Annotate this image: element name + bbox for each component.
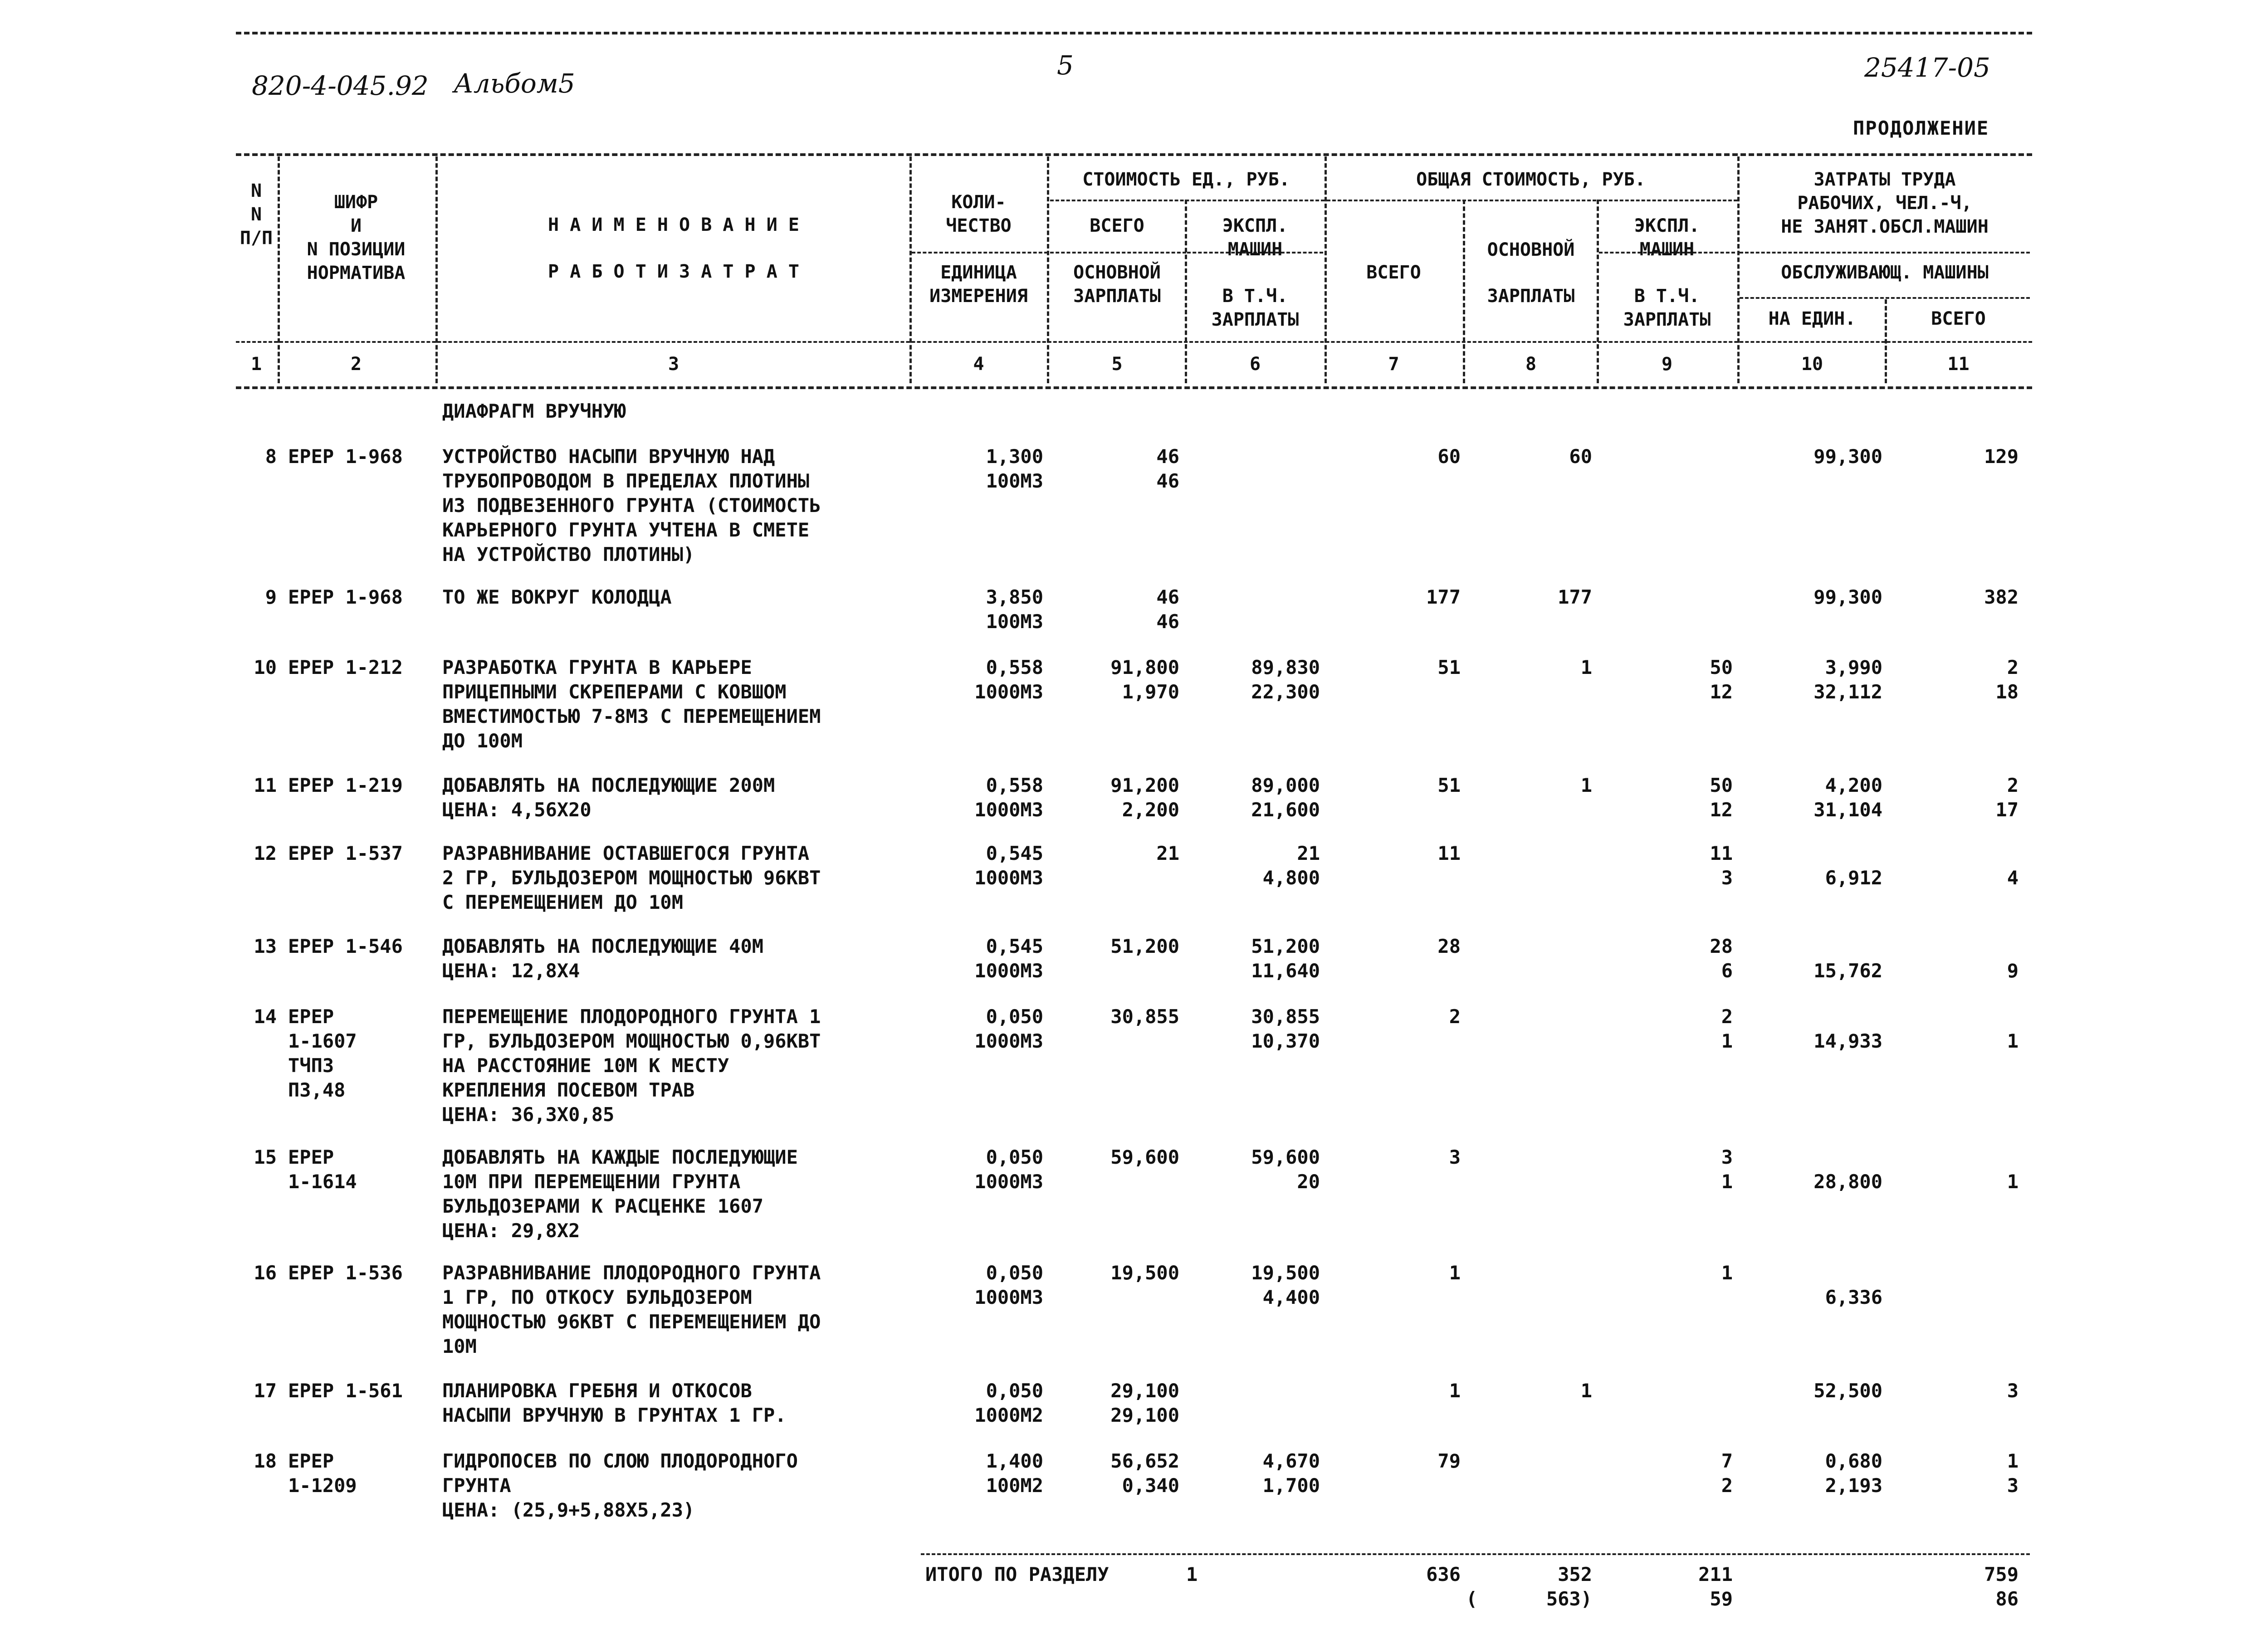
- row-number: 17: [254, 1380, 277, 1402]
- col2-header-line: ШИФР: [334, 192, 378, 213]
- row-code: ЕРЕР 1-536: [288, 1262, 403, 1284]
- col3-header-top: Н А И М Е Н О В А Н И Е: [548, 215, 799, 235]
- row-unit-total: 91,200: [1110, 774, 1179, 796]
- row-quantity: 3,850: [986, 586, 1043, 608]
- col-number: 2: [350, 354, 362, 375]
- row-unit-machines: 4,400: [1262, 1286, 1320, 1308]
- row-name: ГР, БУЛЬДОЗЕРОМ МОЩНОСТЬЮ 0,96КВТ: [442, 1030, 821, 1052]
- row-name: БУЛЬДОЗЕРАМИ К РАСЦЕНКЕ 1607: [442, 1195, 764, 1217]
- row-labor-unit: 31,104: [1813, 799, 1882, 821]
- row-unit-machines: 30,855: [1251, 1005, 1320, 1028]
- row-quantity: 0,050: [986, 1262, 1043, 1284]
- row-name: МОЩНОСТЬЮ 96КВТ С ПЕРЕМЕЩЕНИЕМ ДО: [442, 1311, 821, 1333]
- subrule: [1327, 200, 1737, 201]
- row-labor-unit: 6,912: [1825, 867, 1882, 889]
- row-total-machines: 2: [1721, 1474, 1733, 1497]
- col4-header-top: [912, 190, 1046, 238]
- col1-header-line: П/П: [240, 228, 273, 249]
- row-code: 1-1209: [288, 1474, 357, 1497]
- row-name: ЦЕНА: 29,8Х2: [442, 1219, 580, 1242]
- row-labor-total: 1: [2007, 1171, 2019, 1193]
- row-quantity: 1000М3: [974, 1030, 1043, 1052]
- row-total-wages: 177: [1558, 586, 1592, 608]
- row-name: ДОБАВЛЯТЬ НА ПОСЛЕДУЮЩИЕ 200М: [442, 774, 775, 796]
- row-quantity: 1,400: [986, 1450, 1043, 1472]
- row-labor-total: 4: [2007, 867, 2019, 889]
- header-bottom-rule: [236, 341, 2032, 343]
- col9-header-top: [1599, 214, 1735, 261]
- row-name: ТРУБОПРОВОДОМ В ПРЕДЕЛАХ ПЛОТИНЫ: [442, 470, 810, 492]
- col4-header-bottom: [912, 261, 1046, 308]
- row-unit-machines: 89,830: [1251, 656, 1320, 678]
- row-total: 2: [1449, 1005, 1461, 1028]
- row-unit-total: 46: [1156, 470, 1179, 492]
- row-quantity: 0,545: [986, 935, 1043, 957]
- row-total: 1: [1449, 1262, 1461, 1284]
- row-total-machines: 7: [1721, 1450, 1733, 1472]
- col4-header-line: ЕДИНИЦА: [940, 262, 1017, 283]
- row-number: 18: [254, 1450, 277, 1472]
- row-labor-total: 18: [1995, 681, 2019, 703]
- row-code: ТЧПЗ: [288, 1054, 334, 1077]
- labor-header-line: РАБОЧИХ, ЧЕЛ.-Ч,: [1797, 193, 1972, 214]
- row-name: УСТРОЙСТВО НАСЫПИ ВРУЧНУЮ НАД: [442, 445, 775, 468]
- row-unit-machines: 22,300: [1251, 681, 1320, 703]
- row-quantity: 100М3: [986, 470, 1043, 492]
- row-name: ТО ЖЕ ВОКРУГ КОЛОДЦА: [442, 586, 672, 608]
- row-name: КРЕПЛЕНИЯ ПОСЕВОМ ТРАВ: [442, 1079, 695, 1101]
- col9-header-line: МАШИН: [1639, 239, 1695, 260]
- row-name: ПРИЦЕПНЫМИ СКРЕПЕРАМИ С КОВШОМ: [442, 681, 787, 703]
- labor-header-line: ЗАТРАТЫ ТРУДА: [1813, 169, 1956, 190]
- row-unit-total: 59,600: [1110, 1146, 1179, 1168]
- row-number: 15: [254, 1146, 277, 1168]
- row-name: ЦЕНА: 4,56Х20: [442, 799, 591, 821]
- col5-header-bottom: [1050, 261, 1184, 308]
- row-total-machines: 6: [1721, 960, 1733, 982]
- row-unit-machines: 4,670: [1262, 1450, 1320, 1472]
- row-name: РАЗРАБОТКА ГРУНТА В КАРЬЕРЕ: [442, 656, 752, 678]
- row-name: РАЗРАВНИВАНИЕ ОСТАВШЕГОСЯ ГРУНТА: [442, 842, 810, 864]
- row-labor-unit: 52,500: [1813, 1380, 1882, 1402]
- row-labor-unit: 15,762: [1813, 960, 1882, 982]
- row-code: ЕРЕР 1-561: [288, 1380, 403, 1402]
- col-number: 3: [668, 354, 679, 375]
- row-code: ЕРЕР 1-546: [288, 935, 403, 957]
- row-total: 51: [1437, 656, 1461, 678]
- col4-header-line: КОЛИ-: [951, 192, 1006, 213]
- row-unit-machines: 89,000: [1251, 774, 1320, 796]
- row-number: 10: [254, 656, 277, 678]
- row-quantity: 1000М3: [974, 681, 1043, 703]
- row-total: 60: [1437, 445, 1461, 468]
- row-labor-total: 1: [2007, 1030, 2019, 1052]
- total-section: 1: [1186, 1563, 1198, 1585]
- row-number: 16: [254, 1262, 277, 1284]
- row-quantity: 0,558: [986, 656, 1043, 678]
- row-code: ЕРЕР 1-968: [288, 586, 403, 608]
- row-number: 12: [254, 842, 277, 864]
- row-total-machines: 50: [1710, 774, 1733, 796]
- row-labor-total: 3: [2007, 1380, 2019, 1402]
- row-total: 28: [1437, 935, 1461, 957]
- col6-header-bottom: [1187, 284, 1323, 332]
- row-total-machines: 1: [1721, 1262, 1733, 1284]
- row-quantity: 1000М3: [974, 867, 1043, 889]
- subrule: [1740, 252, 2030, 254]
- col-number: 9: [1661, 354, 1673, 375]
- row-name: ПЛАНИРОВКА ГРЕБНЯ И ОТКОСОВ: [442, 1380, 752, 1402]
- row-labor-total: 382: [1984, 586, 2019, 608]
- row-total: 1: [1449, 1380, 1461, 1402]
- row-total-machines: 3: [1721, 1146, 1733, 1168]
- row-labor-total: 129: [1984, 445, 2019, 468]
- row-unit-machines: 21: [1297, 842, 1320, 864]
- labor-header: [1740, 168, 2030, 239]
- row-total: 177: [1426, 586, 1461, 608]
- total-c7: 636: [1426, 1563, 1461, 1585]
- total-cost-header: ОБЩАЯ СТОИМОСТЬ, РУБ.: [1416, 169, 1646, 190]
- row-labor-total: 2: [2007, 774, 2019, 796]
- row-total-machines: 11: [1710, 842, 1733, 864]
- col-number: 11: [1947, 354, 1970, 375]
- row-total-machines: 12: [1710, 681, 1733, 703]
- row-name: НА РАССТОЯНИЕ 10М К МЕСТУ: [442, 1054, 729, 1077]
- row-labor-total: 2: [2007, 656, 2019, 678]
- col9-header-bottom: [1599, 284, 1735, 332]
- row-name: ГРУНТА: [442, 1474, 511, 1497]
- row-number: 14: [254, 1005, 277, 1028]
- row-name: ГИДРОПОСЕВ ПО СЛОЮ ПЛОДОРОДНОГО: [442, 1450, 798, 1472]
- row-total-wages: 1: [1580, 774, 1592, 796]
- row-total-wages: 60: [1569, 445, 1592, 468]
- row-unit-total: 1,970: [1122, 681, 1179, 703]
- row-name: ВМЕСТИМОСТЬЮ 7-8М3 С ПЕРЕМЕЩЕНИЕМ: [442, 705, 821, 727]
- col11-header: ВСЕГО: [1931, 308, 1986, 329]
- separator: [1047, 156, 1049, 383]
- row-name: С ПЕРЕМЕЩЕНИЕМ ДО 10М: [442, 891, 684, 913]
- row-code: ЕРЕР: [288, 1005, 334, 1028]
- row-number: 9: [265, 586, 277, 608]
- row-labor-unit: 3,990: [1825, 656, 1882, 678]
- row-unit-total: 46: [1156, 445, 1179, 468]
- col1-header-line: N: [250, 180, 262, 201]
- row-code: П3,48: [288, 1079, 346, 1101]
- row-labor-total: 17: [1995, 799, 2019, 821]
- row-code: ЕРЕР: [288, 1146, 334, 1168]
- row-labor-unit: 4,200: [1825, 774, 1882, 796]
- row-code: ЕРЕР 1-537: [288, 842, 403, 864]
- row-code: ЕРЕР 1-968: [288, 445, 403, 468]
- row-unit-total: 46: [1156, 586, 1179, 608]
- col9-header-line: В Т.Ч.: [1634, 286, 1700, 307]
- row-unit-machines: 1,700: [1262, 1474, 1320, 1497]
- row-total: 3: [1449, 1146, 1461, 1168]
- row-name: ЦЕНА: 12,8Х4: [442, 960, 580, 982]
- row-code: 1-1614: [288, 1171, 357, 1193]
- row-quantity: 1000М3: [974, 799, 1043, 821]
- row-unit-machines: 59,600: [1251, 1146, 1320, 1168]
- row-name: ДОБАВЛЯТЬ НА КАЖДЫЕ ПОСЛЕДУЮЩИЕ: [442, 1146, 798, 1168]
- col8-header-bottom: ЗАРПЛАТЫ: [1487, 286, 1575, 307]
- total-c8-bottom: ( 563): [1466, 1588, 1592, 1610]
- row-total-machines: 50: [1710, 656, 1733, 678]
- row-quantity: 100М2: [986, 1474, 1043, 1497]
- row-number: 11: [254, 774, 277, 796]
- row-total-wages: 1: [1580, 656, 1592, 678]
- col-number: 4: [973, 354, 984, 375]
- row-labor-total: 9: [2007, 960, 2019, 982]
- row-quantity: 0,050: [986, 1380, 1043, 1402]
- row-unit-machines: 51,200: [1251, 935, 1320, 957]
- row-quantity: 1000М3: [974, 1286, 1043, 1308]
- total-c9-top: 211: [1698, 1563, 1733, 1585]
- col2-header-line: НОРМАТИВА: [307, 263, 406, 283]
- row-total: 11: [1437, 842, 1461, 864]
- row-number: 8: [265, 445, 277, 468]
- row-labor-unit: 0,680: [1825, 1450, 1882, 1472]
- row-unit-total: 0,340: [1122, 1474, 1179, 1497]
- row-unit-total: 29,100: [1110, 1404, 1179, 1426]
- col6-header-top: [1187, 214, 1323, 261]
- row-quantity: 1,300: [986, 445, 1043, 468]
- row-total-machines: 12: [1710, 799, 1733, 821]
- col5-header-line: ОСНОВНОЙ: [1073, 262, 1161, 283]
- row-quantity: 0,558: [986, 774, 1043, 796]
- doc-code: 820-4-045.92: [252, 70, 429, 101]
- col-number: 8: [1525, 354, 1537, 375]
- col6-header-line: ЭКСПЛ.: [1222, 215, 1288, 236]
- row-labor-unit: 28,800: [1813, 1171, 1882, 1193]
- col6-header-line: ЗАРПЛАТЫ: [1211, 309, 1299, 330]
- col-number: 10: [1801, 354, 1823, 375]
- total-rule: [921, 1553, 2030, 1555]
- total-c8-top: 352: [1558, 1563, 1592, 1585]
- col9-header-line: ЭКСПЛ.: [1634, 215, 1700, 236]
- row-quantity: 1000М2: [974, 1404, 1043, 1426]
- row-name: ДО 100М: [442, 730, 523, 752]
- subrule: [1050, 200, 1325, 201]
- row-unit-total: 51,200: [1110, 935, 1179, 957]
- row-total-machines: 28: [1710, 935, 1733, 957]
- total-c11-top: 759: [1984, 1563, 2019, 1585]
- col4-header-line: ЧЕСТВО: [946, 215, 1012, 236]
- col9-header-line: ЗАРПЛАТЫ: [1623, 309, 1711, 330]
- col-number: 5: [1111, 354, 1123, 375]
- row-unit-machines: 10,370: [1251, 1030, 1320, 1052]
- row-name: РАЗРАВНИВАНИЕ ПЛОДОРОДНОГО ГРУНТА: [442, 1262, 821, 1284]
- row-labor-unit: 99,300: [1813, 586, 1882, 608]
- row-unit-machines: 21,600: [1251, 799, 1320, 821]
- row-quantity: 1000М3: [974, 960, 1043, 982]
- row-name: НА УСТРОЙСТВО ПЛОТИНЫ): [442, 543, 695, 566]
- row-name: ПЕРЕМЕЩЕНИЕ ПЛОДОРОДНОГО ГРУНТА 1: [442, 1005, 821, 1028]
- row-name: 10М ПРИ ПЕРЕМЕЩЕНИИ ГРУНТА: [442, 1171, 741, 1193]
- col7-header: ВСЕГО: [1366, 262, 1421, 283]
- row-quantity: 100М3: [986, 610, 1043, 633]
- row-name: 1 ГР, ПО ОТКОСУ БУЛЬДОЗЕРОМ: [442, 1286, 752, 1308]
- row-name: 10М: [442, 1335, 477, 1357]
- col1-header-line: N: [250, 204, 262, 225]
- col4-header-line: ИЗМЕРЕНИЯ: [929, 286, 1028, 307]
- row-name: КАРЬЕРНОГО ГРУНТА УЧТЕНА В СМЕТЕ: [442, 519, 810, 541]
- col2-header: [279, 190, 433, 285]
- row-name: ЦЕНА: (25,9+5,88Х5,23): [442, 1499, 695, 1521]
- row-total-wages: 1: [1580, 1380, 1592, 1402]
- subrule: [1050, 252, 1186, 254]
- total-c11-bottom: 86: [1995, 1588, 2019, 1610]
- row-quantity: 0,050: [986, 1005, 1043, 1028]
- row-labor-unit: 2,193: [1825, 1474, 1882, 1497]
- row-unit-machines: 20: [1297, 1171, 1320, 1193]
- row-unit-total: 91,800: [1110, 656, 1179, 678]
- continuation-label: ПРОДОЛЖЕНИЕ: [1853, 117, 1989, 139]
- column-numbers-rule: [236, 386, 2032, 389]
- row-total: 79: [1437, 1450, 1461, 1472]
- row-name: ИЗ ПОДВЕЗЕННОГО ГРУНТА (СТОИМОСТЬ: [442, 494, 821, 517]
- col8-header-top: ОСНОВНОЙ: [1487, 239, 1575, 260]
- top-rule: [236, 32, 2032, 34]
- row-unit-total: 56,652: [1110, 1450, 1179, 1472]
- labor-header-line: НЕ ЗАНЯТ.ОБСЛ.МАШИН: [1781, 216, 1989, 237]
- row-unit-total: 30,855: [1110, 1005, 1179, 1028]
- row-name: 2 ГР, БУЛЬДОЗЕРОМ МОЩНОСТЬЮ 96КВТ: [442, 867, 821, 889]
- row-labor-total: 3: [2007, 1474, 2019, 1497]
- row-labor-unit: 6,336: [1825, 1286, 1882, 1308]
- total-label: ИТОГО ПО РАЗДЕЛУ: [925, 1563, 1109, 1585]
- col3-header-bottom: Р А Б О Т И З А Т Р А Т: [548, 261, 799, 282]
- subrule: [912, 252, 1048, 254]
- total-c9-bottom: 59: [1710, 1588, 1733, 1610]
- col1-header: [238, 179, 274, 250]
- row-unit-total: 21: [1156, 842, 1179, 864]
- labor-subheader: ОБСЛУЖИВАЮЩ. МАШИНЫ: [1781, 262, 1989, 283]
- row-total: 51: [1437, 774, 1461, 796]
- page-number: 5: [1057, 50, 1074, 81]
- header-top-rule: [236, 153, 2032, 156]
- row-number: 13: [254, 935, 277, 957]
- col10-header: НА ЕДИН.: [1768, 308, 1856, 329]
- col-number: 6: [1249, 354, 1261, 375]
- row-unit-machines: 4,800: [1262, 867, 1320, 889]
- row-labor-total: 1: [2007, 1450, 2019, 1472]
- col-number: 1: [250, 354, 262, 375]
- unit-cost-header: СТОИМОСТЬ ЕД., РУБ.: [1082, 169, 1290, 190]
- section-prefix: ДИАФРАГМ ВРУЧНУЮ: [442, 400, 626, 422]
- row-labor-unit: 14,933: [1813, 1030, 1882, 1052]
- row-total-machines: 2: [1721, 1005, 1733, 1028]
- row-unit-total: 19,500: [1110, 1262, 1179, 1284]
- subrule: [1740, 297, 2030, 299]
- row-code: ЕРЕР: [288, 1450, 334, 1472]
- row-code: 1-1607: [288, 1030, 357, 1052]
- row-total-machines: 3: [1721, 867, 1733, 889]
- row-total-machines: 1: [1721, 1030, 1733, 1052]
- col2-header-line: И: [350, 215, 362, 236]
- row-labor-unit: 99,300: [1813, 445, 1882, 468]
- row-total-machines: 1: [1721, 1171, 1733, 1193]
- row-code: ЕРЕР 1-219: [288, 774, 403, 796]
- row-name: ДОБАВЛЯТЬ НА ПОСЛЕДУЮЩИЕ 40М: [442, 935, 764, 957]
- col-number: 7: [1388, 354, 1399, 375]
- col2-header-line: N ПОЗИЦИИ: [307, 239, 406, 260]
- row-unit-total: 46: [1156, 610, 1179, 633]
- row-quantity: 0,050: [986, 1146, 1043, 1168]
- row-quantity: 1000М3: [974, 1171, 1043, 1193]
- row-labor-unit: 32,112: [1813, 681, 1882, 703]
- row-name: НАСЫПИ ВРУЧНУЮ В ГРУНТАХ 1 ГР.: [442, 1404, 787, 1426]
- row-unit-total: 29,100: [1110, 1380, 1179, 1402]
- col6-header-line: МАШИН: [1227, 239, 1283, 260]
- row-code: ЕРЕР 1-212: [288, 656, 403, 678]
- album-label: Альбом5: [454, 68, 575, 99]
- doc-id: 25417-05: [1864, 52, 1990, 83]
- row-quantity: 0,545: [986, 842, 1043, 864]
- col5-header-top: ВСЕГО: [1090, 215, 1144, 236]
- row-unit-machines: 11,640: [1251, 960, 1320, 982]
- row-name: ЦЕНА: 36,3Х0,85: [442, 1103, 615, 1126]
- col5-header-line: ЗАРПЛАТЫ: [1073, 286, 1161, 307]
- row-unit-total: 2,200: [1122, 799, 1179, 821]
- row-unit-machines: 19,500: [1251, 1262, 1320, 1284]
- col6-header-line: В Т.Ч.: [1222, 286, 1288, 307]
